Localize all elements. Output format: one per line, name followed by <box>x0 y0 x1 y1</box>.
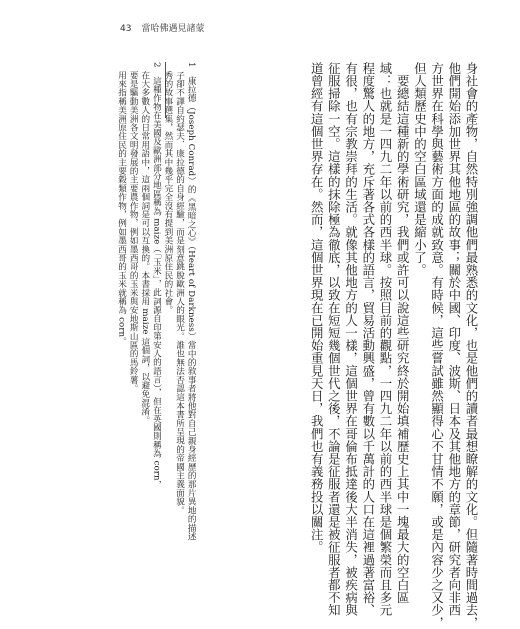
main-text-line: 要總結這種新的學術研究，我們或許可以說這些研究終於開始填補歷史上其中一塊最大的空白區 <box>395 62 411 604</box>
running-title: 當哈佛遇見諸蒙 <box>141 24 205 34</box>
footnote-line: 秀的故事選集，然而其中幾乎完全沒有提到美洲原住民的社會。 <box>162 62 173 315</box>
main-text <box>308 62 480 629</box>
footnote-line: 在大多數人的日常用語中，這兩個詞是可以互換的。本書採用 maize 這個詞，以避免混淆。 <box>139 62 150 425</box>
main-text-line: 身社會的產物，自然特別強調他們最熟悉的文化，也是他們的讀者最想瞭解的文化。但隨著時間過去， <box>464 62 479 629</box>
main-text-line: 方世界在科學與藝術方面的成就致意。有時候，這些嘗試雖然顯得心不甘情不願，或是內容少之又少， <box>429 62 445 629</box>
page-number: 43 <box>120 24 132 34</box>
footnote-line: 要是驅動美洲各文明發展的主要農作物，例如墨西哥的玉米與安地斯山區的馬鈴薯。 <box>128 62 139 393</box>
footnote-line: 2 這種作物在美國及歐洲部分地區稱為 maize（「玉米」，此詞源自印第安人的語言），但在英國則稱為 corn， <box>151 62 162 490</box>
main-text-line: 他們開始添加世界其他地區的故事；關於中國、印度、波斯、日本及其他地方的章節，研究者向非西 <box>446 62 462 617</box>
main-text-line: 有很，也有宗教崇拜的生活。就像其他地方的人一樣，這個世界在哥倫布抵達後大半消失，被疾病與 <box>343 62 359 617</box>
main-text-line: 域：也就是一四九二年以前的西半球。按照目前的觀點，一四九二年以前的西半球是個繁榮而且多元 <box>377 62 393 617</box>
footnote-line: 1 康拉德（Joseph Conrad）的《黑暗之心》（Heart of Darkness）當中的敘事者將他對自己親身經歷的那片異地的描述 <box>186 62 197 541</box>
running-header <box>120 21 204 34</box>
main-text-line: 但人類歷史中的空白區域還是縮小了。 <box>412 62 428 277</box>
main-text-line: 程度驚人的地方，充斥著各式各樣的語言，貿易活動興盛，曾有數以千萬計的人口在這裡過著富裕、 <box>360 62 376 617</box>
footnote-line: 子卻不譯自約瑟夫．康拉德的自身經驗，而是刻意跳脫歐洲人的眼光。誰也無法否認這本書所呈現的帝國主義面貌。 <box>174 62 185 515</box>
main-text-line: 征服掃除一空。這樣的抹除極為徹底，以致在短短幾個世代之後，不論是征服者還是被征服者都不知 <box>326 62 342 617</box>
footnotes <box>115 62 197 541</box>
footnote-line: 用來指稱美洲原住民的主要穀類作物，例如墨西哥的玉米就稱為 corn。 <box>116 62 127 346</box>
main-text-line: 道曾經有這個世界存在。然而，這個世界現在已開始重見天日，我們也有義務投以關注。 <box>309 62 325 554</box>
